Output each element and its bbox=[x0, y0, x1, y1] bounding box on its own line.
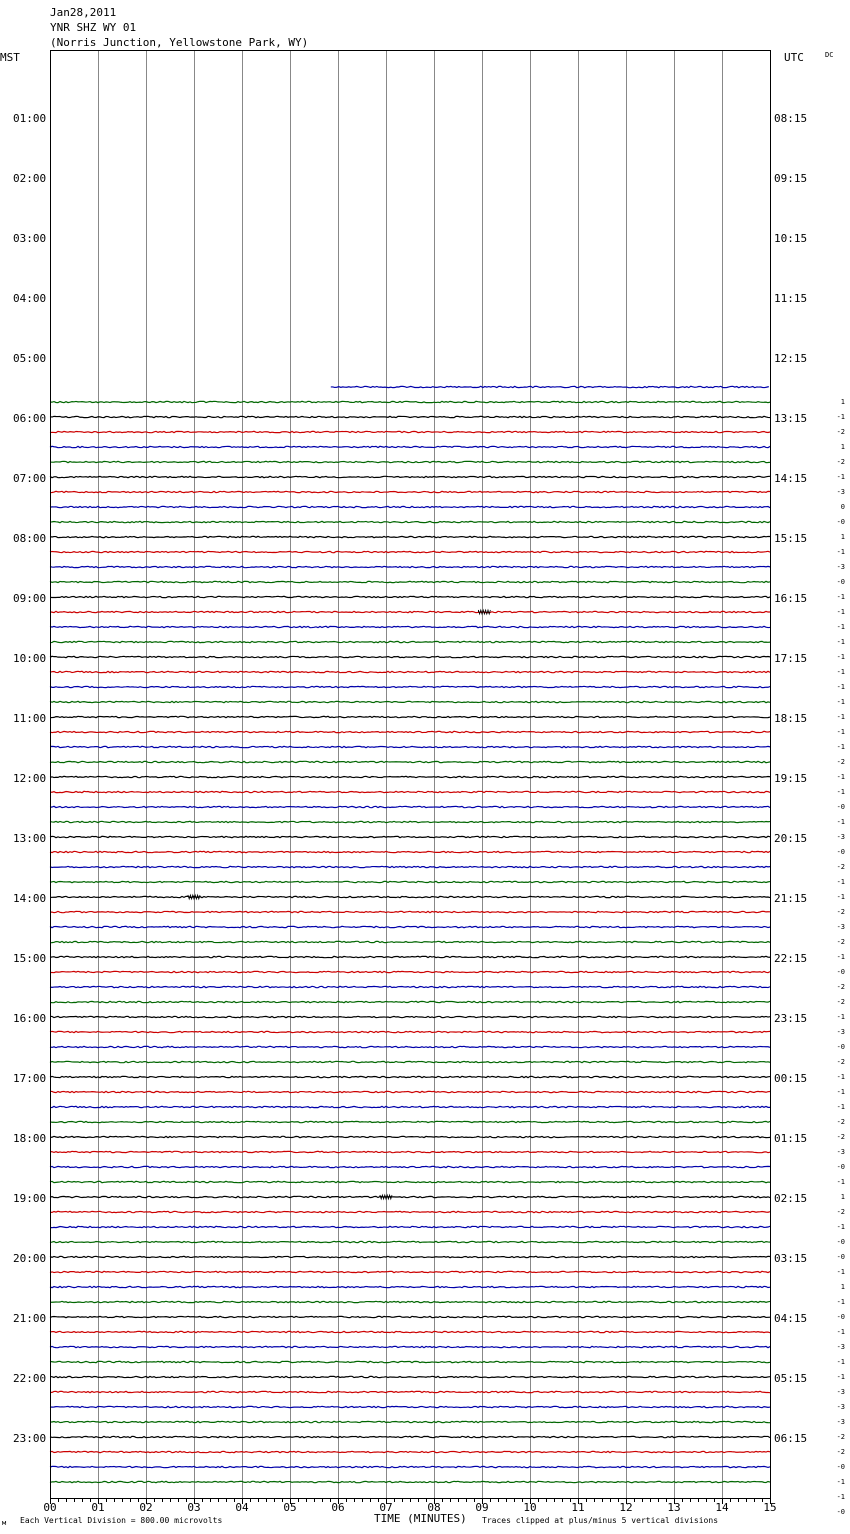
seismic-trace bbox=[50, 521, 770, 522]
dc-offset-value: -0 bbox=[836, 1508, 845, 1516]
header-date: Jan28,2011 bbox=[50, 6, 117, 19]
utc-hour-label: 09:15 bbox=[774, 172, 808, 185]
utc-hour-label: 22:15 bbox=[774, 952, 808, 965]
utc-hour-label: 17:15 bbox=[774, 652, 808, 665]
mst-hour-label: 09:00 bbox=[13, 592, 47, 605]
utc-axis-label: UTC bbox=[784, 51, 804, 64]
seismic-trace bbox=[50, 416, 770, 417]
seismic-trace bbox=[50, 1406, 770, 1407]
seismic-trace bbox=[50, 611, 770, 612]
utc-hour-label: 02:15 bbox=[774, 1192, 808, 1205]
dc-offset-value: -1 bbox=[836, 1493, 845, 1501]
dc-offset-value: -0 bbox=[836, 578, 845, 586]
x-tick-label: 14 bbox=[715, 1501, 729, 1514]
utc-hour-label: 04:15 bbox=[774, 1312, 808, 1325]
dc-offset-value: -1 bbox=[836, 1268, 845, 1276]
dc-offset-value: -2 bbox=[836, 1058, 845, 1066]
seismic-trace bbox=[50, 836, 770, 837]
mst-hour-label: 05:00 bbox=[13, 352, 47, 365]
dc-offset-value: 1 bbox=[840, 533, 845, 541]
mst-hour-label: 10:00 bbox=[13, 652, 47, 665]
seismic-trace bbox=[50, 941, 770, 942]
seismic-trace bbox=[50, 1151, 770, 1152]
dc-offset-value: -1 bbox=[836, 788, 845, 796]
dc-offset-value: -1 bbox=[836, 608, 845, 616]
dc-offset-value: -2 bbox=[836, 983, 845, 991]
dc-offset-value: 1 bbox=[840, 443, 845, 451]
utc-hour-label: 18:15 bbox=[774, 712, 808, 725]
seismic-trace bbox=[50, 506, 770, 507]
seismic-trace bbox=[50, 671, 770, 672]
seismic-trace bbox=[50, 626, 770, 627]
dc-offset-value: -1 bbox=[836, 1073, 845, 1081]
seismic-trace bbox=[50, 1211, 770, 1212]
dc-offset-value: -2 bbox=[836, 1433, 845, 1441]
mst-hour-label: 16:00 bbox=[13, 1012, 47, 1025]
x-tick-label: 15 bbox=[763, 1501, 777, 1514]
seismic-trace bbox=[50, 716, 770, 717]
dc-offset-value: 1 bbox=[840, 1283, 845, 1291]
mst-hour-label: 04:00 bbox=[13, 292, 47, 305]
dc-offset-value: -1 bbox=[836, 638, 845, 646]
dc-offset-value: -1 bbox=[836, 653, 845, 661]
seismic-trace bbox=[50, 446, 770, 447]
utc-hour-label: 03:15 bbox=[774, 1252, 808, 1265]
dc-offset-value: -1 bbox=[836, 473, 845, 481]
header-station: YNR SHZ WY 01 bbox=[50, 21, 137, 34]
utc-hour-label: 11:15 bbox=[774, 292, 808, 305]
seismic-trace bbox=[50, 1016, 770, 1017]
dc-offset-value: -3 bbox=[836, 833, 845, 841]
mst-hour-label: 13:00 bbox=[13, 832, 47, 845]
dc-offset-value: -1 bbox=[836, 743, 845, 751]
utc-hour-label: 12:15 bbox=[774, 352, 808, 365]
seismic-trace bbox=[50, 971, 770, 972]
seismic-trace bbox=[50, 461, 770, 462]
seismic-trace bbox=[50, 1106, 770, 1107]
mst-hour-label: 21:00 bbox=[13, 1312, 47, 1325]
dc-offset-value: -1 bbox=[836, 818, 845, 826]
seismic-trace bbox=[50, 731, 770, 732]
seismic-trace bbox=[50, 641, 770, 642]
dc-offset-value: -2 bbox=[836, 458, 845, 466]
seismic-trace bbox=[50, 1136, 770, 1137]
dc-offset-value: -3 bbox=[836, 1343, 845, 1351]
mst-hour-label: 23:00 bbox=[13, 1432, 47, 1445]
seismic-trace bbox=[50, 596, 770, 597]
dc-offset-value: -1 bbox=[836, 893, 845, 901]
x-tick-label: 12 bbox=[619, 1501, 633, 1514]
utc-hour-label: 06:15 bbox=[774, 1432, 808, 1445]
seismic-trace bbox=[50, 791, 770, 792]
trace-layer bbox=[50, 386, 770, 1482]
dc-offset-value: 1 bbox=[840, 1193, 845, 1201]
seismic-trace bbox=[50, 746, 770, 747]
mst-hour-label: 14:00 bbox=[13, 892, 47, 905]
seismic-trace bbox=[50, 491, 770, 492]
dc-offset-value: -1 bbox=[836, 1223, 845, 1231]
dc-offset-value: -3 bbox=[836, 488, 845, 496]
mst-axis-label: MST bbox=[0, 51, 20, 64]
seismic-trace bbox=[50, 1271, 770, 1272]
seismic-trace bbox=[50, 986, 770, 987]
seismic-trace bbox=[50, 1061, 770, 1062]
utc-hour-label: 21:15 bbox=[774, 892, 808, 905]
dc-offset-value: -1 bbox=[836, 953, 845, 961]
seismic-trace bbox=[50, 1391, 770, 1392]
dc-offset-value: -1 bbox=[836, 1358, 845, 1366]
dc-offset-value: -2 bbox=[836, 758, 845, 766]
seismic-trace bbox=[50, 866, 770, 867]
seismic-trace bbox=[50, 821, 770, 822]
seismic-trace bbox=[50, 1181, 770, 1182]
dc-offset-value: -0 bbox=[836, 518, 845, 526]
utc-hour-label: 19:15 bbox=[774, 772, 808, 785]
x-tick-label: 01 bbox=[91, 1501, 105, 1514]
dc-offset-value: -1 bbox=[836, 713, 845, 721]
mst-hour-label: 01:00 bbox=[13, 112, 47, 125]
mst-hour-label: 18:00 bbox=[13, 1132, 47, 1145]
dc-offset-value: -1 bbox=[836, 683, 845, 691]
seismic-trace bbox=[50, 1421, 770, 1422]
mst-hour-label: 17:00 bbox=[13, 1072, 47, 1085]
dc-offset-value: -1 bbox=[836, 728, 845, 736]
dc-offset-value: -2 bbox=[836, 1133, 845, 1141]
seismic-trace bbox=[50, 1361, 770, 1362]
dc-offset-value: -1 bbox=[836, 593, 845, 601]
dc-offset-value: -1 bbox=[836, 548, 845, 556]
dc-offset-value: -1 bbox=[836, 878, 845, 886]
x-tick-label: 03 bbox=[187, 1501, 201, 1514]
mst-hour-label: 15:00 bbox=[13, 952, 47, 965]
dc-offset-value: -1 bbox=[836, 1478, 845, 1486]
seismic-trace bbox=[50, 1166, 770, 1167]
dc-offset-value: -2 bbox=[836, 908, 845, 916]
seismic-trace bbox=[50, 476, 770, 477]
x-tick-label: 02 bbox=[139, 1501, 153, 1514]
utc-hour-label: 14:15 bbox=[774, 472, 808, 485]
dc-offset-value: -1 bbox=[836, 1328, 845, 1336]
utc-hour-label: 20:15 bbox=[774, 832, 808, 845]
clip-note: Traces clipped at plus/minus 5 vertical divisions bbox=[482, 1516, 719, 1525]
dc-offset-value: -1 bbox=[836, 1013, 845, 1021]
x-tick-label: 00 bbox=[43, 1501, 57, 1514]
dc-offset-value: -0 bbox=[836, 803, 845, 811]
dc-offset-value: -1 bbox=[836, 1088, 845, 1096]
dc-offset-value: -2 bbox=[836, 1118, 845, 1126]
utc-hour-label: 01:15 bbox=[774, 1132, 808, 1145]
seismic-trace bbox=[50, 926, 770, 927]
dc-offset-value: -2 bbox=[836, 938, 845, 946]
x-tick-label: 04 bbox=[235, 1501, 249, 1514]
scale-note: Each Vertical Division = 800.00 microvolts bbox=[20, 1516, 223, 1525]
seismic-trace bbox=[50, 701, 770, 702]
utc-hour-label: 08:15 bbox=[774, 112, 808, 125]
mst-hour-label: 07:00 bbox=[13, 472, 47, 485]
mst-hour-label: 11:00 bbox=[13, 712, 47, 725]
dc-offset-value: -3 bbox=[836, 1388, 845, 1396]
seismic-trace bbox=[50, 1031, 770, 1032]
dc-offset-value: -1 bbox=[836, 413, 845, 421]
seismic-trace bbox=[50, 911, 770, 912]
dc-offset-value: -0 bbox=[836, 1313, 845, 1321]
seismic-trace bbox=[50, 1121, 770, 1122]
x-tick-label: 11 bbox=[571, 1501, 585, 1514]
seismic-trace bbox=[50, 1331, 770, 1332]
seismic-trace bbox=[50, 656, 770, 657]
seismic-trace bbox=[50, 851, 770, 852]
dc-offset-value: -3 bbox=[836, 1028, 845, 1036]
seismic-trace bbox=[50, 1256, 770, 1257]
dc-offset-value: 1 bbox=[840, 398, 845, 406]
dc-offset-value: -2 bbox=[836, 428, 845, 436]
dc-offset-value: -0 bbox=[836, 1238, 845, 1246]
mst-hour-label: 03:00 bbox=[13, 232, 47, 245]
seismic-trace bbox=[50, 566, 770, 567]
dc-offset-value: -0 bbox=[836, 848, 845, 856]
dc-offset-value: -1 bbox=[836, 1298, 845, 1306]
seismic-trace bbox=[50, 1466, 770, 1467]
seismic-trace bbox=[50, 431, 770, 432]
x-tick-label: 06 bbox=[331, 1501, 345, 1514]
seismic-trace bbox=[50, 1091, 770, 1092]
dc-offset-value: -0 bbox=[836, 1043, 845, 1051]
seismic-trace bbox=[50, 956, 770, 957]
seismic-trace bbox=[50, 536, 770, 537]
dc-offset-value: -2 bbox=[836, 863, 845, 871]
seismic-trace bbox=[50, 1241, 770, 1242]
seismic-trace bbox=[50, 1316, 770, 1317]
utc-hour-label: 00:15 bbox=[774, 1072, 808, 1085]
x-tick-label: 07 bbox=[379, 1501, 393, 1514]
dc-offset-value: -2 bbox=[836, 998, 845, 1006]
dc-offset-value: -3 bbox=[836, 1418, 845, 1426]
dc-offset-value: -0 bbox=[836, 1253, 845, 1261]
seismic-trace bbox=[50, 1376, 770, 1377]
x-tick-label: 09 bbox=[475, 1501, 489, 1514]
dc-offset-value: -1 bbox=[836, 1373, 845, 1381]
mst-hour-label: 20:00 bbox=[13, 1252, 47, 1265]
seismic-trace bbox=[331, 386, 769, 387]
footer-mark: м bbox=[2, 1519, 7, 1527]
header-location: (Norris Junction, Yellowstone Park, WY) bbox=[50, 36, 309, 49]
seismic-trace bbox=[50, 1226, 770, 1227]
seismic-trace bbox=[50, 401, 770, 402]
dc-offset-value: -1 bbox=[836, 623, 845, 631]
x-tick-label: 10 bbox=[523, 1501, 537, 1514]
mst-hour-label: 02:00 bbox=[13, 172, 47, 185]
utc-hour-label: 15:15 bbox=[774, 532, 808, 545]
dc-offset-layer bbox=[837, 398, 845, 1516]
seismic-trace bbox=[50, 1076, 770, 1077]
dc-offset-value: -1 bbox=[836, 698, 845, 706]
dc-offset-value: -0 bbox=[836, 1163, 845, 1171]
x-tick-label: 05 bbox=[283, 1501, 297, 1514]
seismic-trace bbox=[50, 1301, 770, 1302]
utc-hour-label: 13:15 bbox=[774, 412, 808, 425]
seismic-trace bbox=[50, 881, 770, 882]
seismic-trace bbox=[50, 806, 770, 807]
dc-offset-value: -0 bbox=[836, 968, 845, 976]
dc-offset-value: -3 bbox=[836, 563, 845, 571]
seismic-trace bbox=[50, 1046, 770, 1047]
mst-hour-label: 08:00 bbox=[13, 532, 47, 545]
utc-hour-label: 10:15 bbox=[774, 232, 808, 245]
mst-hour-label: 22:00 bbox=[13, 1372, 47, 1385]
seismic-trace bbox=[50, 1286, 770, 1287]
dc-offset-value: -1 bbox=[836, 1103, 845, 1111]
seismic-trace bbox=[50, 776, 770, 777]
seismic-trace bbox=[50, 896, 770, 897]
dc-offset-value: -1 bbox=[836, 1178, 845, 1186]
mst-hour-label: 06:00 bbox=[13, 412, 47, 425]
dc-offset-value: -2 bbox=[836, 1448, 845, 1456]
dc-offset-value: -3 bbox=[836, 923, 845, 931]
grid-layer bbox=[99, 50, 723, 1498]
seismic-trace bbox=[50, 1451, 770, 1452]
dc-offset-value: -1 bbox=[836, 773, 845, 781]
dc-label: DC bbox=[825, 51, 834, 59]
dc-offset-value: -3 bbox=[836, 1403, 845, 1411]
seismic-trace bbox=[50, 551, 770, 552]
dc-offset-value: -1 bbox=[836, 668, 845, 676]
plot-frame bbox=[51, 51, 771, 1499]
dc-offset-value: -0 bbox=[836, 1463, 845, 1471]
dc-offset-value: 0 bbox=[840, 503, 845, 511]
seismic-trace bbox=[50, 1346, 770, 1347]
seismic-trace bbox=[50, 686, 770, 687]
time-label-layer bbox=[13, 112, 807, 1445]
x-axis-title: TIME (MINUTES) bbox=[374, 1512, 467, 1525]
mst-hour-label: 19:00 bbox=[13, 1192, 47, 1205]
seismic-trace bbox=[50, 1481, 770, 1482]
dc-offset-value: -2 bbox=[836, 1208, 845, 1216]
utc-hour-label: 16:15 bbox=[774, 592, 808, 605]
utc-hour-label: 23:15 bbox=[774, 1012, 808, 1025]
dc-offset-value: -3 bbox=[836, 1148, 845, 1156]
seismic-trace bbox=[50, 761, 770, 762]
seismic-trace bbox=[50, 1436, 770, 1437]
seismic-trace bbox=[50, 1196, 770, 1197]
x-tick-label: 08 bbox=[427, 1501, 441, 1514]
x-tick-label: 13 bbox=[667, 1501, 681, 1514]
mst-hour-label: 12:00 bbox=[13, 772, 47, 785]
seismic-trace bbox=[50, 581, 770, 582]
seismic-trace bbox=[50, 1001, 770, 1002]
utc-hour-label: 05:15 bbox=[774, 1372, 808, 1385]
